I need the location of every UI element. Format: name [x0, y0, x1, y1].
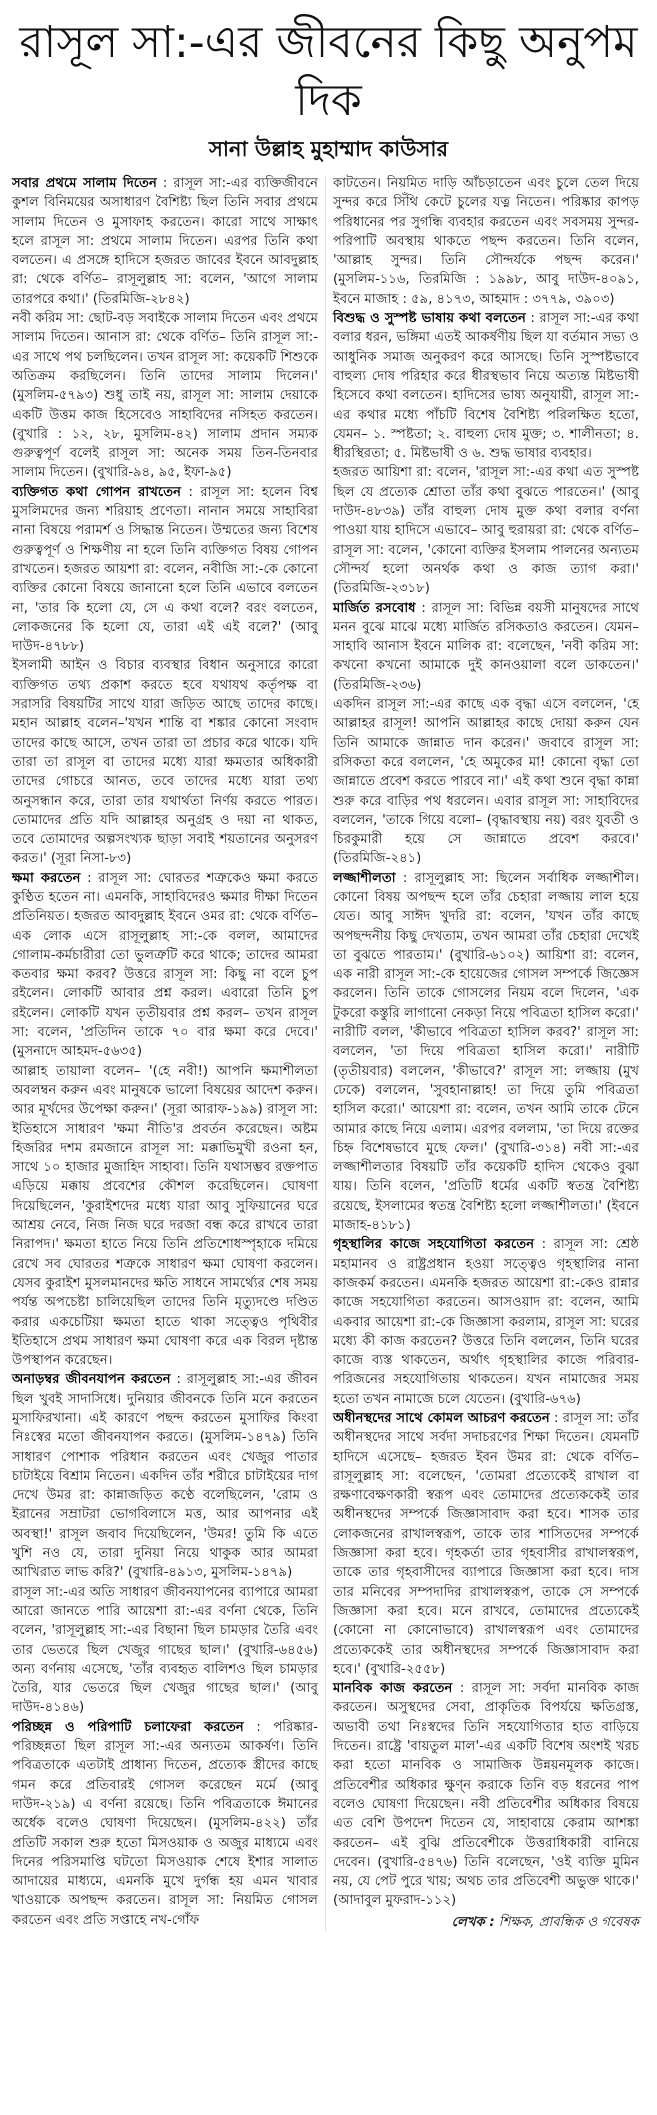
paragraph-text: একদিন রাসূল সা:-এর কাছে এক বৃদ্ধা এসে বললেন, 'হে আল্লাহর রাসূল! আপনি আল্লাহর কাছে দোয়া করুন যেন তিনি আমাকে জান্নাত দান করেন।' জবাবে রাসূল সা: রসিকতা করে বললেন, 'হে অমুকের মা! কোনো বৃদ্ধা তো জান্নাতে প্রবেশ করতে পারবে না।' এই কথা শুনে বৃদ্ধা কান্না শুরু করে বাড়ির পথ ধরলেন। এবার রাসূল সা: সাহাবিদের বললেন, 'তাকে গিয়ে বলো– (বৃদ্ধাবস্থায় নয়) বরং যুবতী ও চিরকুমারী হয়ে সে জান্নাতে প্রবেশ করবে।' (তিরমিজি-২৪১) [333, 697, 639, 867]
paragraph [333, 309, 639, 463]
paragraph-text: : রাসূল সা: বিভিন্ন বয়সী মানুষদের সাথে মনন বুঝে মাঝে মধ্যে মার্জিত রসিকতাও করতেন। যেমন– সাহাবি আনাস ইবনে মালিক রা: বলেছেন, 'নবী করিম সা: কখনো কখনো আমাকে দুই কানওয়ালা বলে ডাকতেন।' (তিরমিজি-২৩৬) [333, 600, 639, 693]
paragraph-text: : রাসূল সা: হলেন বিশ্ব মুসলিমদের জন্য শরিয়াহ প্রণেতা। নানান সময়ে সাহাবিরা নানা বিষয়ে পরামর্শ ও সিদ্ধান্ত নিতেন। উম্মতের জন্য বিশেষ গুরুত্বপূর্ণ ও শিক্ষণীয় না হলে তিনি ব্যক্তিগত বিষয় গোপন রাখতেন। হজরত আয়শা রা: বলেন, নবীজি সা:-কে কোনো ব্যক্তির কোনো বিষয়ে জানানো হলে তিনি এভাবে বলতেন না, 'তার কি হলো যে, সে এ কথা বলে? বরং বলতেন, লোকজনের কি হলো যে, তারা এই এই বলে?' (আবু দাউদ-৪৭৮৮) [12, 484, 318, 655]
article-column-left [12, 174, 318, 1930]
paragraph [12, 1062, 318, 1371]
paragraph-text: ইসলামী আইন ও বিচার ব্যবস্থার বিধান অনুসারে কারো ব্যক্তিগত তথ্য প্রকাশ করতে হবে যথাযথ কর্তৃপক্ষ বা সরাসরি বিষয়টির সাথে যারা জড়িত আছে তাদের কাছে। মহান আল্লাহ বলেন–'যখন শান্তি বা শঙ্কার কোনো সংবাদ তাদের কাছে আসে, তখন তারা তা প্রচার করে থাকে। যদি তারা তা রাসূল বা তাদের মধ্যে যারা ক্ষমতার অধিকারী তাদের গোচরে আনত, তবে তাদের মধ্যে যারা তথ্য অনুসন্ধান করে, তারা তার যথার্থতা নির্ণয় করতে পারত। তোমাদের প্রতি যদি আল্লাহর অনুগ্রহ ও দয়া না থাকত, তবে তোমাদের অল্পসংখ্যক ছাড়া সবাই শয়তানের অনুসরণ করত।' (সূরা নিসা-৮৩) [12, 658, 318, 867]
paragraph [12, 869, 318, 1062]
paragraph [333, 174, 639, 309]
section-heading: ব্যক্তিগত কথা গোপন রাখতেন [12, 484, 181, 500]
byline-text: শিক্ষক, প্রাবন্ধিক ও গবেষক [494, 1914, 639, 1930]
paragraph [12, 1370, 318, 1582]
paragraph-text: নবী করিম সা: ছোট-বড় সবাইকে সালাম দিতেন এবং প্রথমে সালাম দিতেন। আনাস রা: থেকে বর্ণিত– তিনি রাসূল সা:-এর সাথে পথ চলছিলেন। তখন রাসূল সা: কয়েকটি শিশুকে অতিক্রম করছিলেন। তিনি তাদের সালাম দিলেন।' (মুসলিম-৫৭৯৩) শুধু তাই নয়, রাসূল সা: সালাম দেয়াকে একটি উত্তম কাজ হিসেবেও সাহাবিদের নসিহত করতেন। (বুখারি : ১২, ২৮, মুসলিম-৪২) সালাম প্রদান সম্যক গুরুত্বপূর্ণ বলেই রাসূল সা: অনেক সময় তিন-তিনবার সালাম দিতেন। (বুখারি-৯৪, ৯৫, ইফা-৯৫) [12, 311, 318, 481]
section-heading: পরিচ্ছন্ন ও পরিপাটি চলাফেরা করতেন [12, 1719, 244, 1735]
column-divider [325, 176, 326, 1932]
section-heading: বিশুদ্ধ ও সুস্পষ্ট ভাষায় কথা বলতেন [333, 311, 526, 327]
paragraph [333, 1679, 639, 1911]
paragraph [12, 174, 318, 309]
section-heading: গৃহস্থালির কাজে সহযোগিতা করতেন [333, 1237, 535, 1253]
paragraph [333, 1409, 639, 1679]
author-byline [333, 1913, 639, 1932]
article-author: সানা উল্লাহ মুহাম্মাদ কাউসার [208, 137, 449, 161]
paragraph-text: আল্লাহ তায়ালা বলেন– '(হে নবী!) আপনি ক্ষমাশীলতা অবলম্বন করুন এবং মানুষকে ভালো বিষয়ের আদেশ করুন। আর মূর্খদের উপেক্ষা করুন।' (সূরা আরাফ-১৯৯) রাসূল সা: ইতিহাসে সাধারণ 'ক্ষমা নীতি'র প্রবর্তন করেছেন। অষ্টম হিজরির দশম রমজানে রাসূল সা: মক্কাভিমুখী রওনা হন, সাথে ১০ হাজার মুজাহিদ সাহাবা। তিনি যথাসম্ভব রক্তপাত এড়িয়ে মক্কায় প্রবেশের কৌশল করেছিলেন। ঘোষণা দিয়েছিলেন, 'কুরাইশদের মধ্যে যারা আবু সুফিয়ানের ঘরে আশ্রয় নেবে, নিজ নিজ ঘরে দরজা বন্ধ করে রাখবে তারা নিরাপদ।' ক্ষমতা হাতে নিয়ে তিনি প্রতিশোধস্পৃহাকে দমিয়ে রেখে সব ঘোরতর শত্রুকে সাধারণ ক্ষমা ঘোষণা করলেন। যেসব কুরাইশ মুসলমানদের ক্ষতি সাধনে সামর্থ্যের শেষ সময় পর্যন্ত অপচেষ্টা চালিয়েছিল তাদের তিনি মৃত্যুদণ্ডে দণ্ডিত করার একচেটিয়া ক্ষমতা হাতে থাকা সত্ত্বেও পৃথিবীর ইতিহাসে প্রথম সাধারণ ক্ষমা ঘোষণা করে এক বিরল দৃষ্টান্ত উপস্থাপন করেছেন। [12, 1063, 318, 1369]
section-heading: মানবিক কাজ করতেন [333, 1681, 453, 1697]
paragraph [12, 309, 318, 483]
section-heading: অনাড়ম্বর জীবনযাপন করতেন [12, 1372, 171, 1388]
paragraph-text: : রাসূল সা: তাঁর অধীনস্থদের সাথে সর্বদা সদাচরণের শিক্ষা দিতেন। যেমনটি হাদিসে এসেছে– হজরত ইবন উমর রা: থেকে বর্ণিত– রাসূলুল্লাহ সা: বলেছেন, 'তোমরা প্রত্যেকেই রাখাল বা রক্ষণাবেক্ষণকারী স্বরূপ এবং তোমাদের প্রত্যেককেই তার অধীনস্থদের সম্পর্কে জিজ্ঞাসাবাদ করা হবে। শাসক তার লোকজনের রাখালস্বরূপ, তাকে তার শাসিতদের সম্পর্কে জিজ্ঞাসা করা হবে। গৃহকর্তা তার গৃহবাসীর রাখালস্বরূপ, তাকে তার গৃহবাসীদের ব্যাপারে জিজ্ঞাসা করা হবে। দাস তার মনিবের সম্পদাদির রাখালস্বরূপ, তাকে সে সম্পর্কে জিজ্ঞাসা করা হবে। মনে রাখবে, তোমাদের প্রত্যেকেই (কোনো না কোনোভাবে) রাখালস্বরূপ এবং তোমাদের প্রত্যেককেই তার অধীনস্থদের সম্পর্কে জিজ্ঞাসাবাদ করা হবে।' (বুখারি-২৫৫৮) [333, 1411, 640, 1677]
section-heading: লজ্জাশীলতা [333, 870, 396, 886]
paragraph [12, 1583, 318, 1718]
paragraph [12, 1718, 318, 1930]
article-body [0, 174, 657, 1932]
paragraph-text: : রাসূল সা:-এর কথা বলার ধরন, ভঙ্গিমা এতই আকর্ষণীয় ছিল যা বর্তমান সভ্য ও আধুনিক সমাজ অনুকরণ করে আসছে। তিনি সুস্পষ্টভাবে বাহুল্য দোষ পরিহার করে ধীরস্থভাব নিয়ে অত্যন্ত মিষ্টভাষী হিসেবে কথা বলতেন। হাদিসের ভাষ্য অনুযায়ী, রাসূল সা:-এর কথার মধ্যে পাঁচটি বিশেষ বৈশিষ্ট্য পরিলক্ষিত হতো, যেমন– ১. স্পষ্টতা; ২. বাহুল্য দোষ মুক্ত; ৩. শালীনতা; ৪. ধীরস্থিরতা; ৫. মিষ্টভাষী ও ৬. শুদ্ধ ভাষার ব্যবহার। [333, 311, 639, 462]
section-heading: সবার প্রথমে সালাম দিতেন [12, 176, 157, 191]
paragraph [12, 656, 318, 868]
paragraph [333, 869, 639, 1236]
byline-label: লেখক : [451, 1914, 495, 1930]
paragraph-text: : রাসূল সা:-এর ব্যক্তিজীবনে কুশল বিনিময়ের অসাধারণ বৈশিষ্ট্য ছিল তিনি সবার প্রথমে সালাম দিতেন ও মুসাফাহ করতেন। কারো সাথে সাক্ষাৎ হলে রাসূল সা: প্রথমে সালাম দিতেন। এরপর তিনি কথা বলতেন। এ প্রসঙ্গে হাদিসে হজরত জাবের ইবনে আবদুল্লাহ রা: থেকে বর্ণিত– রাসূলুল্লাহ সা: বলেন, 'আগে সালাম তারপরে কথা।' (তিরমিজি-২৮৪২) [12, 176, 318, 307]
paragraph-text: রাসূল সা:-এর অতি সাধারণ জীবনযাপনের ব্যাপারে আমরা আরো জানতে পারি আয়েশা রা:-এর বর্ণনা থেকে, তিনি বলেন, 'রাসূলুল্লাহ সা:-এর বিছানা ছিল চামড়ার তৈরি এবং তার ভেতরে ছিল খেজুর গাছের ছাল।' (বুখারি-৬৪৫৬) অন্য বর্ণনায় এসেছে, 'তাঁর ব্যবহৃত বালিশও ছিল চামড়ার তৈরি, যার ভেতরে ছিল খেজুর গাছের ছাল।' (আবু দাউদ-৪১৪৬) [12, 1584, 318, 1716]
article-header [0, 14, 657, 164]
paragraph [333, 463, 639, 598]
paragraph-text: : পরিষ্কার-পরিচ্ছন্নতা ছিল রাসূল সা:-এর অন্যতম আকর্ষণ। তিনি পবিত্রতাকে এতটাই প্রাধান্য দিতেন, প্রত্যেক স্ত্রীদের কাছে গমন করে প্রতিবারই গোসল করেছেন মর্মে (আবু দাউদ-২১৯) এ বর্ণনা রয়েছে। তিনি পবিত্রতাকে ঈমানের অর্ধেক বলেও ঘোষণা দিয়েছেন। (মুসলিম-৪২২) তাঁর প্রতিটি সকাল শুরু হতো মিসওয়াক ও অজুর মাধ্যমে এবং দিনের পরিসমাপ্তি ঘটতো মিসওয়াক শেষে ইশার সালাত আদায়ের মাধ্যমে, এমনকি মুখে দুর্গন্ধ হয় এমন খাবার খাওয়াকে অপছন্দ করতেন। রাসূল সা: নিয়মিত গোসল করতেন এবং প্রতি সপ্তাহে নখ-গোঁফ [12, 1719, 318, 1928]
paragraph-text: : রাসূল সা: শ্রেষ্ঠ মহামানব ও রাষ্ট্রপ্রধান হওয়া সত্ত্বেও গৃহস্থালির নানা কাজকর্ম করতেন। এমনকি হজরত আয়েশা রা:-কেও রান্নার কাজে সহযোগিতা করতেন। আসওয়াদ রা: বলেন, আমি একবার আয়েশা রা:-কে জিজ্ঞাসা করলাম, রাসূল সা: ঘরের মধ্যে কী কাজ করতেন? উত্তরে তিনি বললেন, তিনি ঘরের কাজে ব্যস্ত থাকতেন, অর্থাৎ গৃহস্থালির কাজে পরিবার-পরিজনের সহযোগিতায় থাকতেন। যখন নামাজের সময় হতো তখন নামাজে চলে যেতেন। (বুখারি-৬৭৬) [333, 1237, 639, 1407]
article-column-right [333, 174, 639, 1932]
section-heading: মার্জিত রসবোধ [333, 600, 416, 616]
paragraph-text: : রাসূল সা: ঘোরতর শত্রুকেও ক্ষমা করতে কুণ্ঠিত হতেন না। এমনকি, সাহাবিদেরও ক্ষমার দীক্ষা দিতেন প্রতিনিয়ত। হজরত আবদুল্লাহ ইবনে ওমর রা: থেকে বর্ণিত– এক লোক এসে রাসূলুল্লাহ সা:-কে বলল, আমাদের গোলাম-কর্মচারীরা তো ভুলত্রুটি করে থাকে; তাদের আমরা কতবার ক্ষমা করব? উত্তরে রাসূল সা: কিছু না বলে চুপ রইলেন। লোকটি আবার প্রশ্ন করল। এবারো তিনি চুপ রইলেন। লোকটি যখন তৃতীয়বার প্রশ্ন করল– তখন রাসূল সা: বলেন, 'প্রতিদিন তাকে ৭০ বার ক্ষমা করে দেবে।' (মুসনাদে আহমদ-৫৬৩৫) [12, 870, 318, 1060]
paragraph [333, 695, 639, 869]
paragraph [333, 1235, 639, 1409]
paragraph-text: কাটতেন। নিয়মিত দাড়ি আঁচড়াতেন এবং চুলে তেল দিয়ে সুন্দর করে সিঁথি কেটে চুলের যত্ন নিতেন। পরিষ্কার কাপড় পরিধানের পর সুগন্ধি ব্যবহার করতেন এবং সবসময় সুন্দর-পরিপাটি অবস্থায় থাকতে পছন্দ করতেন। তিনি বলেন, 'আল্লাহ সুন্দর। তিনি সৌন্দর্যকে পছন্দ করেন।' (মুসলিম-১১৬, তিরমিজি : ১৯৯৮, আবু দাউদ-৪০৯১, ইবনে মাজাহ : ৫৯, ৪১৭৩, আহমাদ : ৩৭৭৯, ৩৯০৩) [333, 176, 639, 307]
section-heading: অধীনস্থদের সাথে কোমল আচরণ করতেন [333, 1411, 550, 1426]
section-heading: ক্ষমা করতেন [12, 870, 81, 886]
paragraph-text: : রাসূলুল্লাহ সা: ছিলেন সর্বাধিক লজ্জাশীল। কোনো বিষয় অপছন্দ হলে তাঁর চেহারা লজ্জায় লাল হয়ে যেত। আবু সাঈদ খুদরি রা: বলেন, 'যখন তাঁর কাছে অপছন্দনীয় কিছু দেখতাম, তখন আমরা তাঁর চেহারা দেখেই তা বুঝতে পারতাম।' (বুখারি-৬১০২) আয়িশা রা: বলেন, এক নারী রাসূল সা:-কে হায়েজের গোসল সম্পর্কে জিজ্ঞেস করলেন। তিনি তাকে গোসলের নিয়ম বলে দিলেন, 'এক টুকরো কস্তুরি লাগানো নেকড়া নিয়ে পবিত্রতা হাসিল করো।' নারীটি বলল, 'কীভাবে পবিত্রতা হাসিল করব?' রাসূল সা: বললেন, 'তা দিয়ে পবিত্রতা হাসিল করো।' নারীটি (তৃতীয়বার) বললেন, 'কীভাবে?' রাসূল সা: লজ্জায় (মুখ ঢেকে) বললেন, 'সুবহানাল্লাহ! তা দিয়ে তুমি পবিত্রতা হাসিল করো।' আয়েশা রা: বলেন, তখন আমি তাকে টেনে আমার কাছে নিয়ে এলাম। এরপর বললাম, 'তা দিয়ে রক্তের চিহ্ন বিশেষভাবে মুছে ফেল।' (বুখারি-৩১৪) নবী সা:-এর লজ্জাশীলতার বিষয়টি তাঁর কয়েকটি হাদিস থেকেও বুঝা যায়। তিনি বলেন, 'প্রতিটি ধর্মের একটি স্বতন্ত্র বৈশিষ্ট্য রয়েছে, ইসলামের স্বতন্ত্র বৈশিষ্ট্য হলো লজ্জাশীলতা।' (ইবনে মাজাহ-৪১৮১) [333, 870, 639, 1234]
paragraph [12, 483, 318, 657]
paragraph-text: হজরত আয়িশা রা: বলেন, 'রাসূল সা:-এর কথা এত সুস্পষ্ট ছিল যে প্রত্যেক শ্রোতা তাঁর কথা বুঝতে পারতেন।' (আবু দাউদ-৪৮৩৯) তাঁর বাহুল্য দোষ মুক্ত কথা বলার বর্ণনা পাওয়া যায় হাদিসে এভাবে– আবু হুরায়রা রা: থেকে বর্ণিত– রাসূল সা: বলেন, 'কোনো ব্যক্তির ইসলাম পালনের অন্যতম সৌন্দর্য হলো অনর্থক কথা ও কাজ ত্যাগ করা।' (তিরমিজি-২৩১৮) [333, 465, 639, 597]
paragraph-text: : রাসূল সা: সর্বদা মানবিক কাজ করতেন। অসুস্থদের সেবা, প্রাকৃতিক বিপর্যয়ে ক্ষতিগ্রস্ত, অভাবী তথা নিঃস্বদের তিনি সহযোগিতার হাত বাড়িয়ে দিতেন। রাষ্ট্রে 'বায়তুল মাল'-এর একটি বিশেষ অংশই খরচ করা হতো মানবিক ও সামাজিক উন্নয়নমূলক কাজে। প্রতিবেশীর অধিকার ক্ষুণ্ন করাকে তিনি বড় ধরনের পাপ বলেও ঘোষণা দিয়েছেন। নবী প্রতিবেশীর অধিকার বিষয়ে এত বেশি উপদেশ দিতেন যে, সাহাবায়ে কেরাম আশঙ্কা করতেন– এই বুঝি প্রতিবেশীকে উত্তরাধিকারী বানিয়ে দেবেন। (বুখারি-৫৪৭৬) তিনি বলেছেন, 'ওই ব্যক্তি মুমিন নয়, যে পেট পুরে খায়; অথচ তার প্রতিবেশী অভুক্ত থাকে।' (আদাবুল মুফরাদ-১১২) [333, 1681, 640, 1909]
paragraph [333, 599, 639, 695]
article-title: রাসূল সা:-এর জীবনের কিছু অনুপম দিক [19, 17, 638, 126]
paragraph-text: : রাসূলুল্লাহ সা:-এর জীবন ছিল খুবই সাদাসিধে। দুনিয়ার জীবনকে তিনি মনে করতেন মুসাফিরখানা। এই কারণে পছন্দ করতেন মুসাফির কিংবা নিঃস্বের মতো জীবনযাপন করতে। (মুসলিম-১৪৭৯) তিনি সাধারণ পোশাক পরিধান করতেন এবং খেজুর পাতার চাটাইয়ে বিশ্রাম নিতেন। একদিন তাঁর শরীরে চাটাইয়ের দাগ দেখে উমর রা: কান্নাজড়িত কণ্ঠে বলেছিলেন, 'রোম ও ইরানের সম্রাটরা ভোগবিলাসে মত্ত, আর আপনার এই অবস্থা!' রাসূল জবাব দিয়েছিলেন, 'উমর! তুমি কি এতে খুশি নও যে, তারা দুনিয়া নিয়ে থাকুক আর আমরা আখিরাত লাভ করি?' (বুখারি-৪৯১৩, মুসলিম-১৪৭৯) [12, 1372, 318, 1581]
